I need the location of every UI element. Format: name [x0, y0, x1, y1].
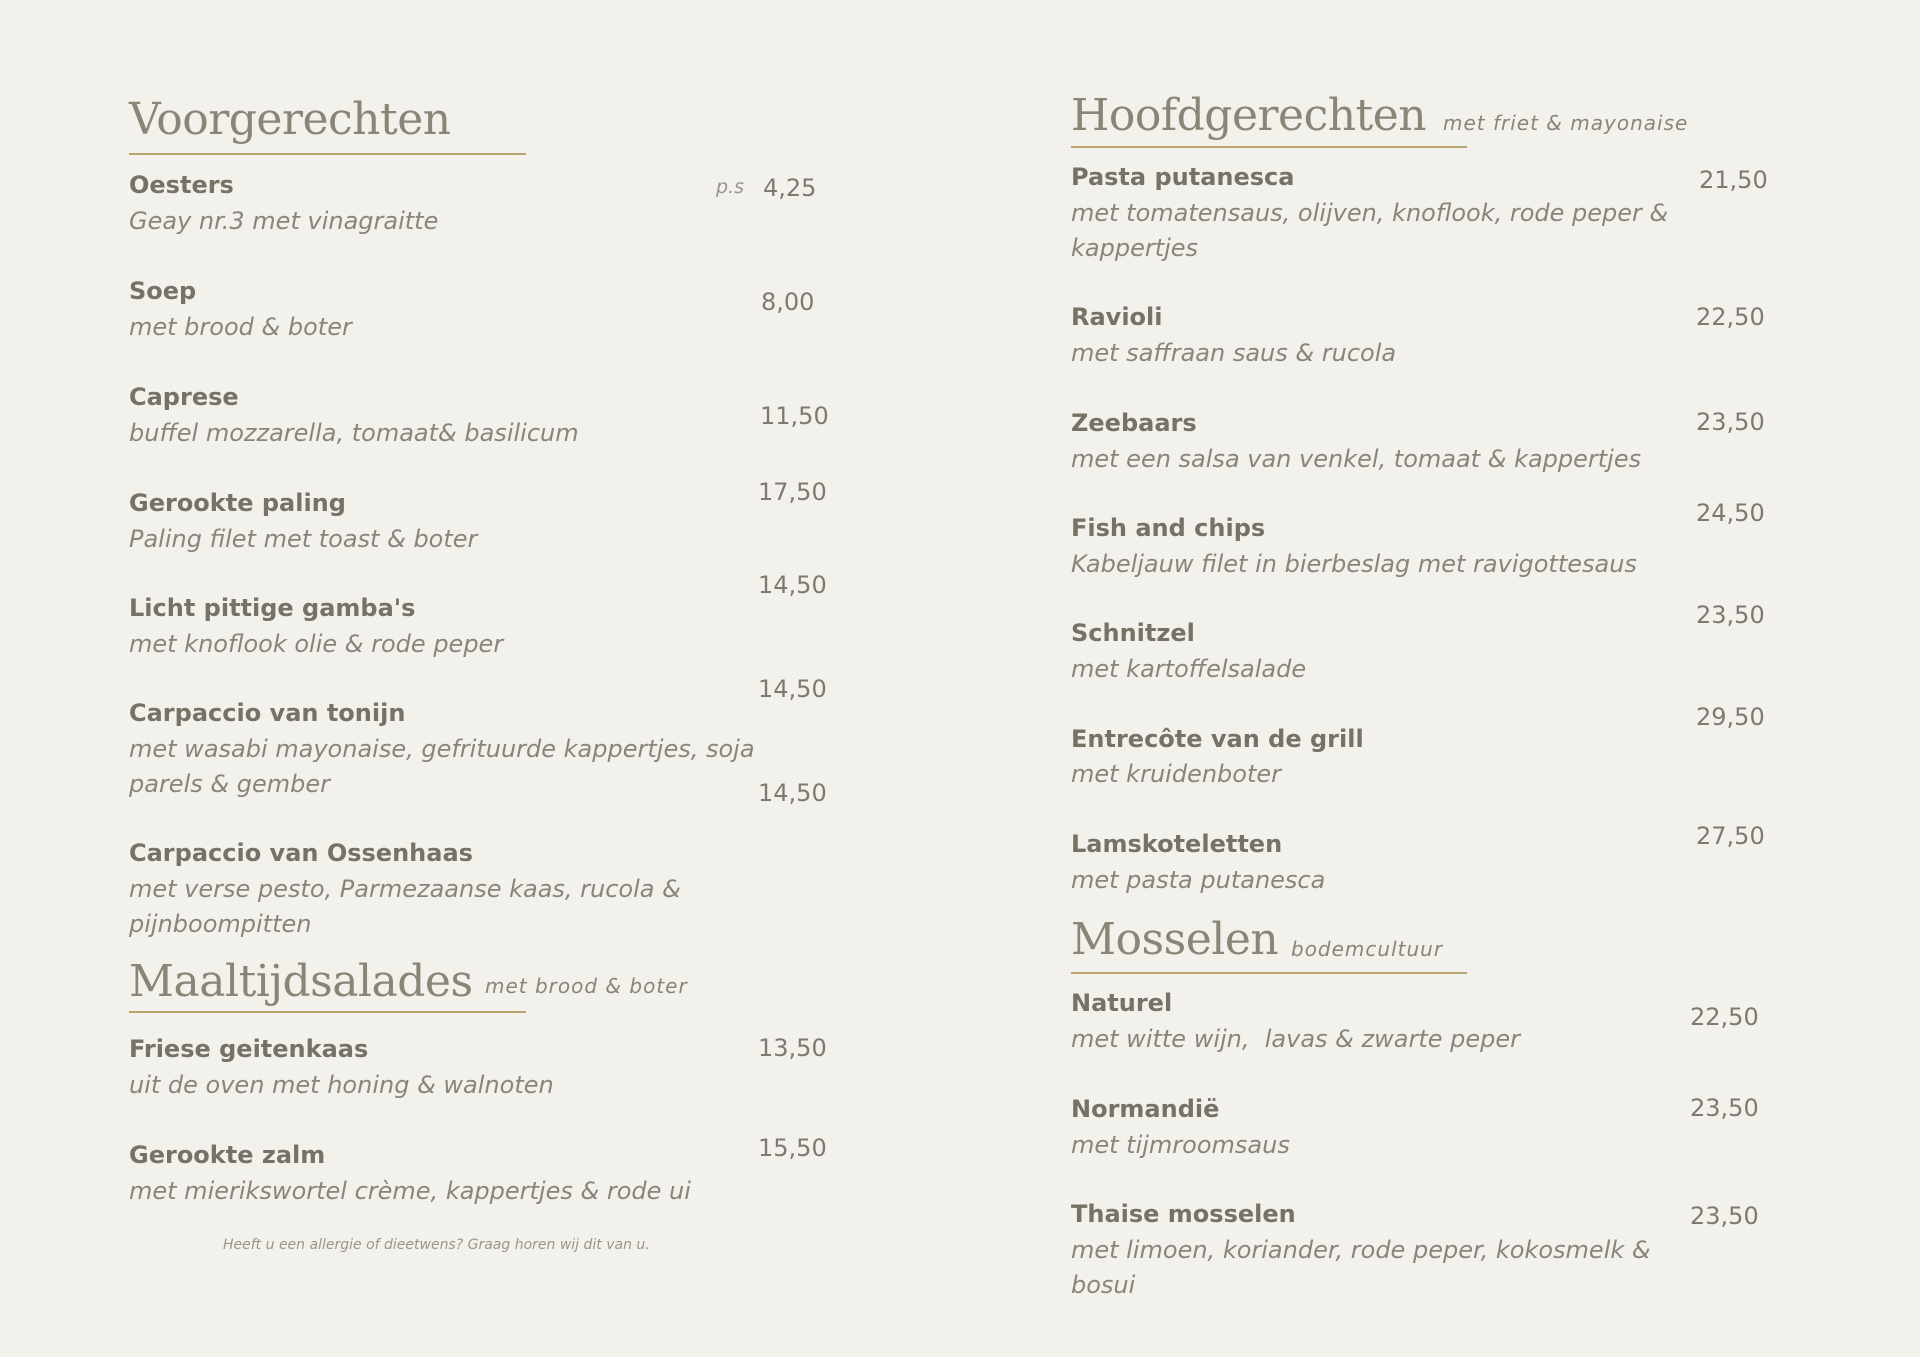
menu-item-price: 22,50: [1696, 303, 1765, 331]
menu-item-name: Naturel: [1071, 989, 1173, 1017]
menu-item-name: Caprese: [129, 383, 239, 411]
menu-item-desc: buffel mozzarella, tomaat& basilicum: [129, 419, 579, 447]
menu-item-price: 8,00: [761, 288, 815, 316]
menu-item-desc: met pasta putanesca: [1071, 866, 1326, 894]
voorgerechten-rule: [129, 153, 526, 155]
menu-item-price: 21,50: [1699, 166, 1768, 194]
menu-item-desc: Kabeljauw filet in bierbeslag met ravigottesaus: [1071, 550, 1637, 578]
menu-item-price: 14,50: [758, 675, 827, 703]
mosselen-rule: [1071, 972, 1467, 974]
menu-item-name: Carpaccio van tonijn: [129, 699, 406, 727]
menu-item-price: 23,50: [1690, 1202, 1759, 1230]
hoofdgerechten-rule: [1071, 146, 1467, 148]
menu-item-desc: Geay nr.3 met vinagraitte: [129, 207, 439, 235]
menu-item-name: Licht pittige gamba's: [129, 594, 416, 622]
menu-item-price: 23,50: [1696, 601, 1765, 629]
price-note: p.s: [716, 176, 744, 198]
menu-item-name: Ravioli: [1071, 303, 1163, 331]
menu-item-name: Entrecôte van de grill: [1071, 725, 1364, 753]
menu-item-desc: Paling filet met toast & boter: [129, 525, 478, 553]
menu-item-desc: uit de oven met honing & walnoten: [129, 1071, 554, 1099]
menu-item-desc: met kruidenboter: [1071, 760, 1281, 788]
menu-item-desc: met verse pesto, Parmezaanse kaas, rucola & pijnboompitten: [129, 875, 681, 938]
menu-item-desc: met wasabi mayonaise, gefrituurde kappertjes, soja parels & gember: [129, 735, 755, 798]
menu-item-name: Pasta putanesca: [1071, 163, 1295, 191]
menu-item-name: Gerookte paling: [129, 489, 346, 517]
menu-item-price: 11,50: [760, 402, 829, 430]
menu-item-name: Soep: [129, 277, 197, 305]
menu-item-desc: met limoen, koriander, rode peper, kokosmelk & bosui: [1071, 1236, 1651, 1299]
menu-item-desc: met witte wijn, lavas & zwarte peper: [1071, 1025, 1520, 1053]
menu-item-name: Thaise mosselen: [1071, 1200, 1296, 1228]
menu-item-price: 14,50: [758, 571, 827, 599]
maaltijdsalades-subtitle: met brood & boter: [485, 974, 688, 998]
allergy-footnote: Heeft u een allergie of dieetwens? Graag horen wij dit van u.: [223, 1237, 650, 1253]
hoofdgerechten-title: Hoofdgerechten: [1071, 90, 1427, 141]
maaltijdsalades-title: Maaltijdsalades: [129, 956, 473, 1007]
hoofdgerechten-subtitle: met friet & mayonaise: [1443, 111, 1689, 135]
menu-item-desc: met mierikswortel crème, kappertjes & rode ui: [129, 1177, 691, 1205]
menu-item-price: 29,50: [1696, 703, 1765, 731]
menu-item-name: Gerookte zalm: [129, 1141, 326, 1169]
menu-item-name: Lamskoteletten: [1071, 830, 1283, 858]
menu-item-name: Zeebaars: [1071, 409, 1197, 437]
menu-item-desc: met knoflook olie & rode peper: [129, 630, 504, 658]
menu-item-name: Schnitzel: [1071, 619, 1195, 647]
menu-item-price: 15,50: [758, 1134, 827, 1162]
menu-item-price: 22,50: [1690, 1003, 1759, 1031]
maaltijdsalades-rule: [129, 1011, 526, 1013]
menu-item-price: 27,50: [1696, 822, 1765, 850]
mosselen-subtitle: bodemcultuur: [1291, 937, 1444, 961]
menu-item-desc: met saffraan saus & rucola: [1071, 339, 1397, 367]
menu-item-name: Oesters: [129, 171, 234, 199]
menu-item-price: 17,50: [758, 478, 827, 506]
menu-item-price: 24,50: [1696, 499, 1765, 527]
menu-item-desc: met kartoffelsalade: [1071, 655, 1307, 683]
menu-item-name: Friese geitenkaas: [129, 1035, 369, 1063]
menu-item-desc: met tomatensaus, olijven, knoflook, rode peper & kappertjes: [1071, 199, 1669, 262]
menu-item-desc: met brood & boter: [129, 313, 352, 341]
menu-item-price: 4,25: [763, 174, 817, 202]
menu-item-name: Carpaccio van Ossenhaas: [129, 839, 473, 867]
menu-item-price: 23,50: [1690, 1094, 1759, 1122]
menu-item-price: 23,50: [1696, 408, 1765, 436]
menu-item-price: 14,50: [758, 779, 827, 807]
voorgerechten-title: Voorgerechten: [129, 94, 451, 145]
menu-item-desc: met een salsa van venkel, tomaat & kappertjes: [1071, 445, 1642, 473]
menu-item-desc: met tijmroomsaus: [1071, 1131, 1290, 1159]
menu-item-name: Fish and chips: [1071, 514, 1266, 542]
menu-item-name: Normandië: [1071, 1095, 1220, 1123]
mosselen-title: Mosselen: [1071, 914, 1279, 965]
menu-item-price: 13,50: [758, 1034, 827, 1062]
